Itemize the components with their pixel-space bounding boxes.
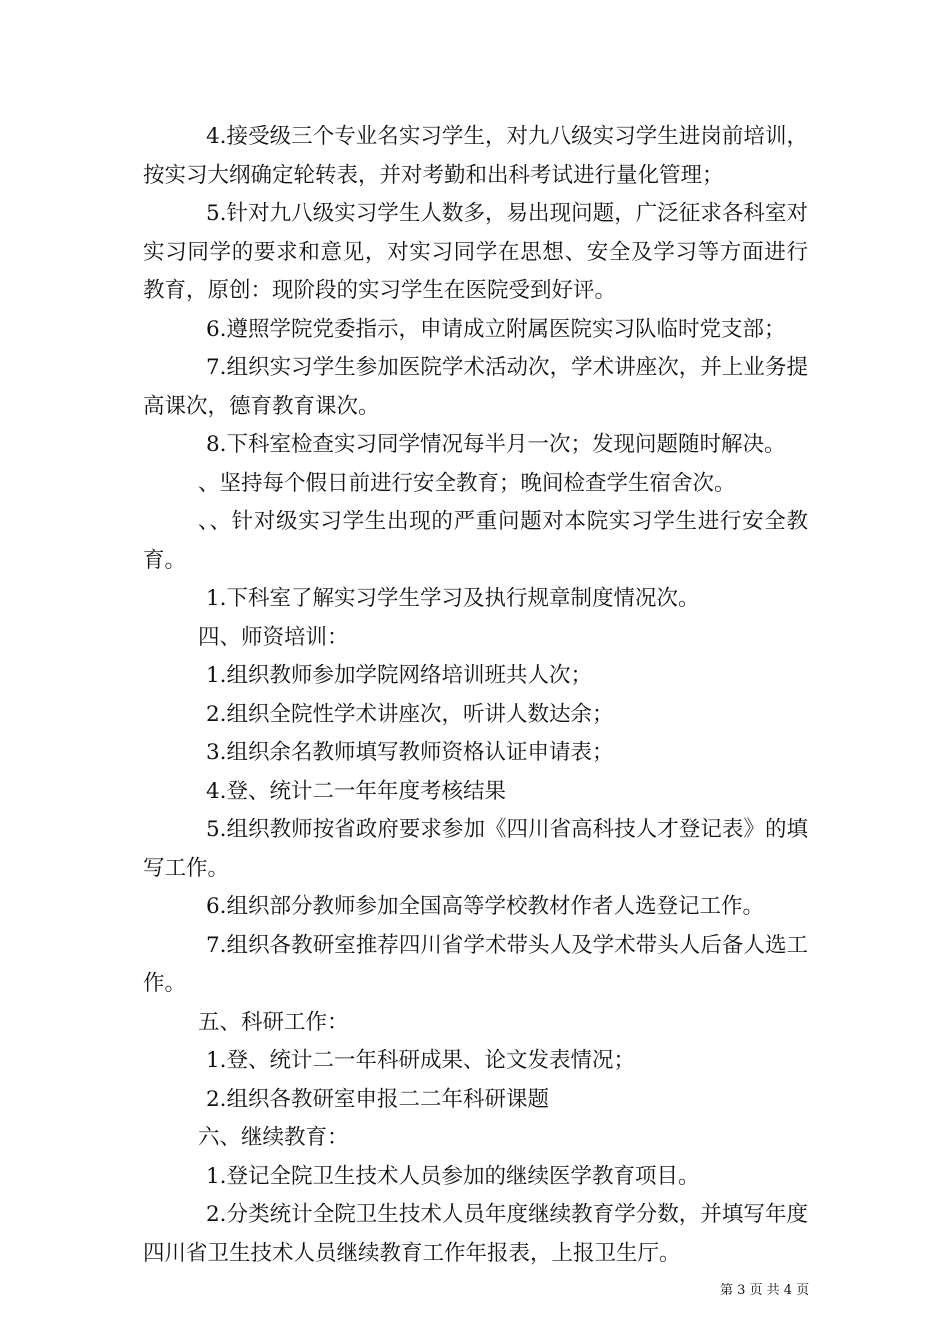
paragraph: 5.针对九八级实习学生人数多，易出现问题，广泛征求各科室对实习同学的要求和意见，对实习同学在思想、安全及学习等方面进行教育，原创：现阶段的实习学生在医院受到好评。 [143, 201, 808, 303]
paragraph: 6.组织部分教师参加全国高等学校教材作者人选登记工作。 [206, 894, 765, 919]
paragraph: 1.登记全院卫生技术人员参加的继续医学教育项目。 [206, 1163, 700, 1189]
paragraph: 7.组织实习学生参加医院学术活动次，学术讲座次，并上业务提高课次，德育教育课次。 [143, 355, 808, 419]
paragraph: 2.组织全院性学术讲座次，听讲人数达余； [206, 701, 614, 727]
paragraph: 8.下科室检查实习同学情况每半月一次；发现问题随时解决。 [206, 432, 786, 457]
paragraph: 、坚持每个假日前进行安全教育；晚间检查学生宿舍次。 [198, 470, 736, 496]
paragraph: 3.组织余名教师填写教师资格认证申请表； [206, 740, 614, 765]
section-heading: 六、继续教育： [198, 1125, 349, 1150]
page-number: 第 3 页 共 4 页 [720, 1283, 810, 1298]
paragraph: 7.组织各教研室推荐四川省学术带头人及学术带头人后备人选工作。 [143, 932, 808, 996]
paragraph: 、、针对级实习学生出现的严重问题对本院实习学生进行安全教育。 [143, 509, 808, 573]
paragraph: 2.组织各教研室申报二二年科研课题 [206, 1086, 550, 1112]
paragraph: 4.登、统计二一年年度考核结果 [206, 778, 507, 804]
paragraph: 6.遵照学院党委指示，申请成立附属医院实习队临时党支部； [206, 316, 786, 342]
section-heading: 四、师资培训： [198, 624, 349, 650]
paragraph: 4.接受级三个专业名实习学生，对九八级实习学生进岗前培训，按实习大纲确定轮转表，并对考勤和出科考试进行量化管理； [143, 124, 808, 188]
document-body [143, 118, 808, 1273]
paragraph: 5.组织教师按省政府要求参加《四川省高科技人才登记表》的填写工作。 [143, 817, 808, 881]
paragraph: 1.下科室了解实习学生学习及执行规章制度情况次。 [206, 586, 700, 611]
paragraph: 1.登、统计二一年科研成果、论文发表情况； [206, 1048, 636, 1073]
section-heading: 五、科研工作： [198, 1009, 349, 1035]
paragraph: 1.组织教师参加学院网络培训班共人次； [206, 663, 593, 688]
paragraph: 2.分类统计全院卫生技术人员年度继续教育学分数，并填写年度四川省卫生技术人员继续教育工作年报表，上报卫生厅。 [143, 1202, 808, 1266]
